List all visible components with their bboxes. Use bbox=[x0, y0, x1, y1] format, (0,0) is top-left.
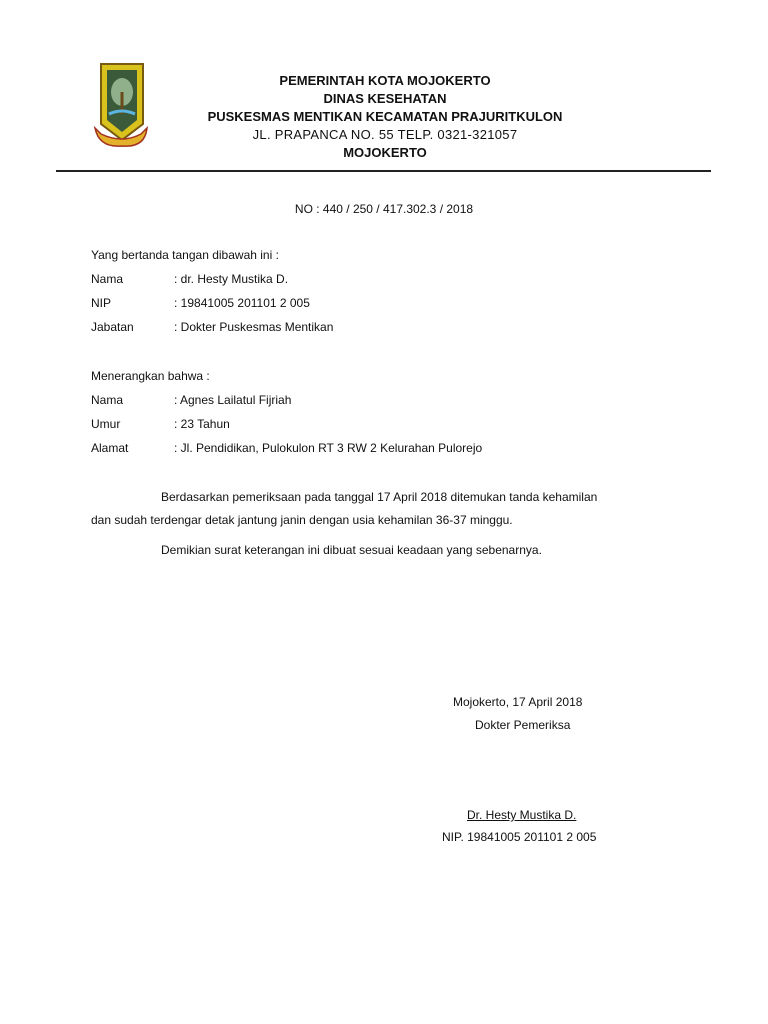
body-paragraph-1b: dan sudah terdengar detak jantung janin dengan usia kehamilan 36-37 minggu. bbox=[91, 513, 513, 527]
letterhead-city: MOJOKERTO bbox=[343, 145, 427, 160]
subject-label-age: Umur bbox=[91, 417, 121, 431]
signer-value-name: : dr. Hesty Mustika D. bbox=[174, 272, 289, 286]
signature-nip: NIP. 19841005 201101 2 005 bbox=[442, 830, 597, 844]
city-emblem-logo bbox=[93, 62, 149, 152]
subject-label-name: Nama bbox=[91, 393, 124, 407]
subject-label-address: Alamat bbox=[91, 441, 129, 455]
signer-intro: Yang bertanda tangan dibawah ini : bbox=[91, 248, 279, 262]
letterhead-institution: PUSKESMAS MENTIKAN KECAMATAN PRAJURITKULON bbox=[207, 109, 563, 124]
body-paragraph-2: Demikian surat keterangan ini dibuat sesuai keadaan yang sebenarnya. bbox=[161, 543, 542, 557]
signature-role: Dokter Pemeriksa bbox=[475, 718, 571, 732]
subject-value-address: : Jl. Pendidikan, Pulokulon RT 3 RW 2 Kelurahan Pulorejo bbox=[174, 441, 483, 455]
letterhead-divider bbox=[56, 170, 711, 172]
signer-label-position: Jabatan bbox=[91, 320, 134, 334]
letter-number: NO : 440 / 250 / 417.302.3 / 2018 bbox=[294, 202, 474, 216]
signer-value-nip: : 19841005 201101 2 005 bbox=[174, 296, 310, 310]
letterhead bbox=[150, 72, 620, 162]
subject-value-name: : Agnes Lailatul Fijriah bbox=[174, 393, 292, 407]
letterhead-address: JL. PRAPANCA NO. 55 TELP. 0321-321057 bbox=[252, 127, 518, 142]
subject-intro: Menerangkan bahwa : bbox=[91, 369, 210, 383]
signer-value-position: : Dokter Puskesmas Mentikan bbox=[174, 320, 334, 334]
letterhead-government: PEMERINTAH KOTA MOJOKERTO bbox=[279, 73, 491, 88]
signer-label-name: Nama bbox=[91, 272, 124, 286]
signature-name: Dr. Hesty Mustika D. bbox=[467, 808, 577, 822]
body-paragraph-1a: Berdasarkan pemeriksaan pada tanggal 17 April 2018 ditemukan tanda kehamilan bbox=[161, 490, 598, 504]
letterhead-department: DINAS KESEHATAN bbox=[323, 91, 447, 106]
signature-place-date: Mojokerto, 17 April 2018 bbox=[453, 695, 583, 709]
subject-value-age: : 23 Tahun bbox=[174, 417, 230, 431]
signer-label-nip: NIP bbox=[91, 296, 112, 310]
